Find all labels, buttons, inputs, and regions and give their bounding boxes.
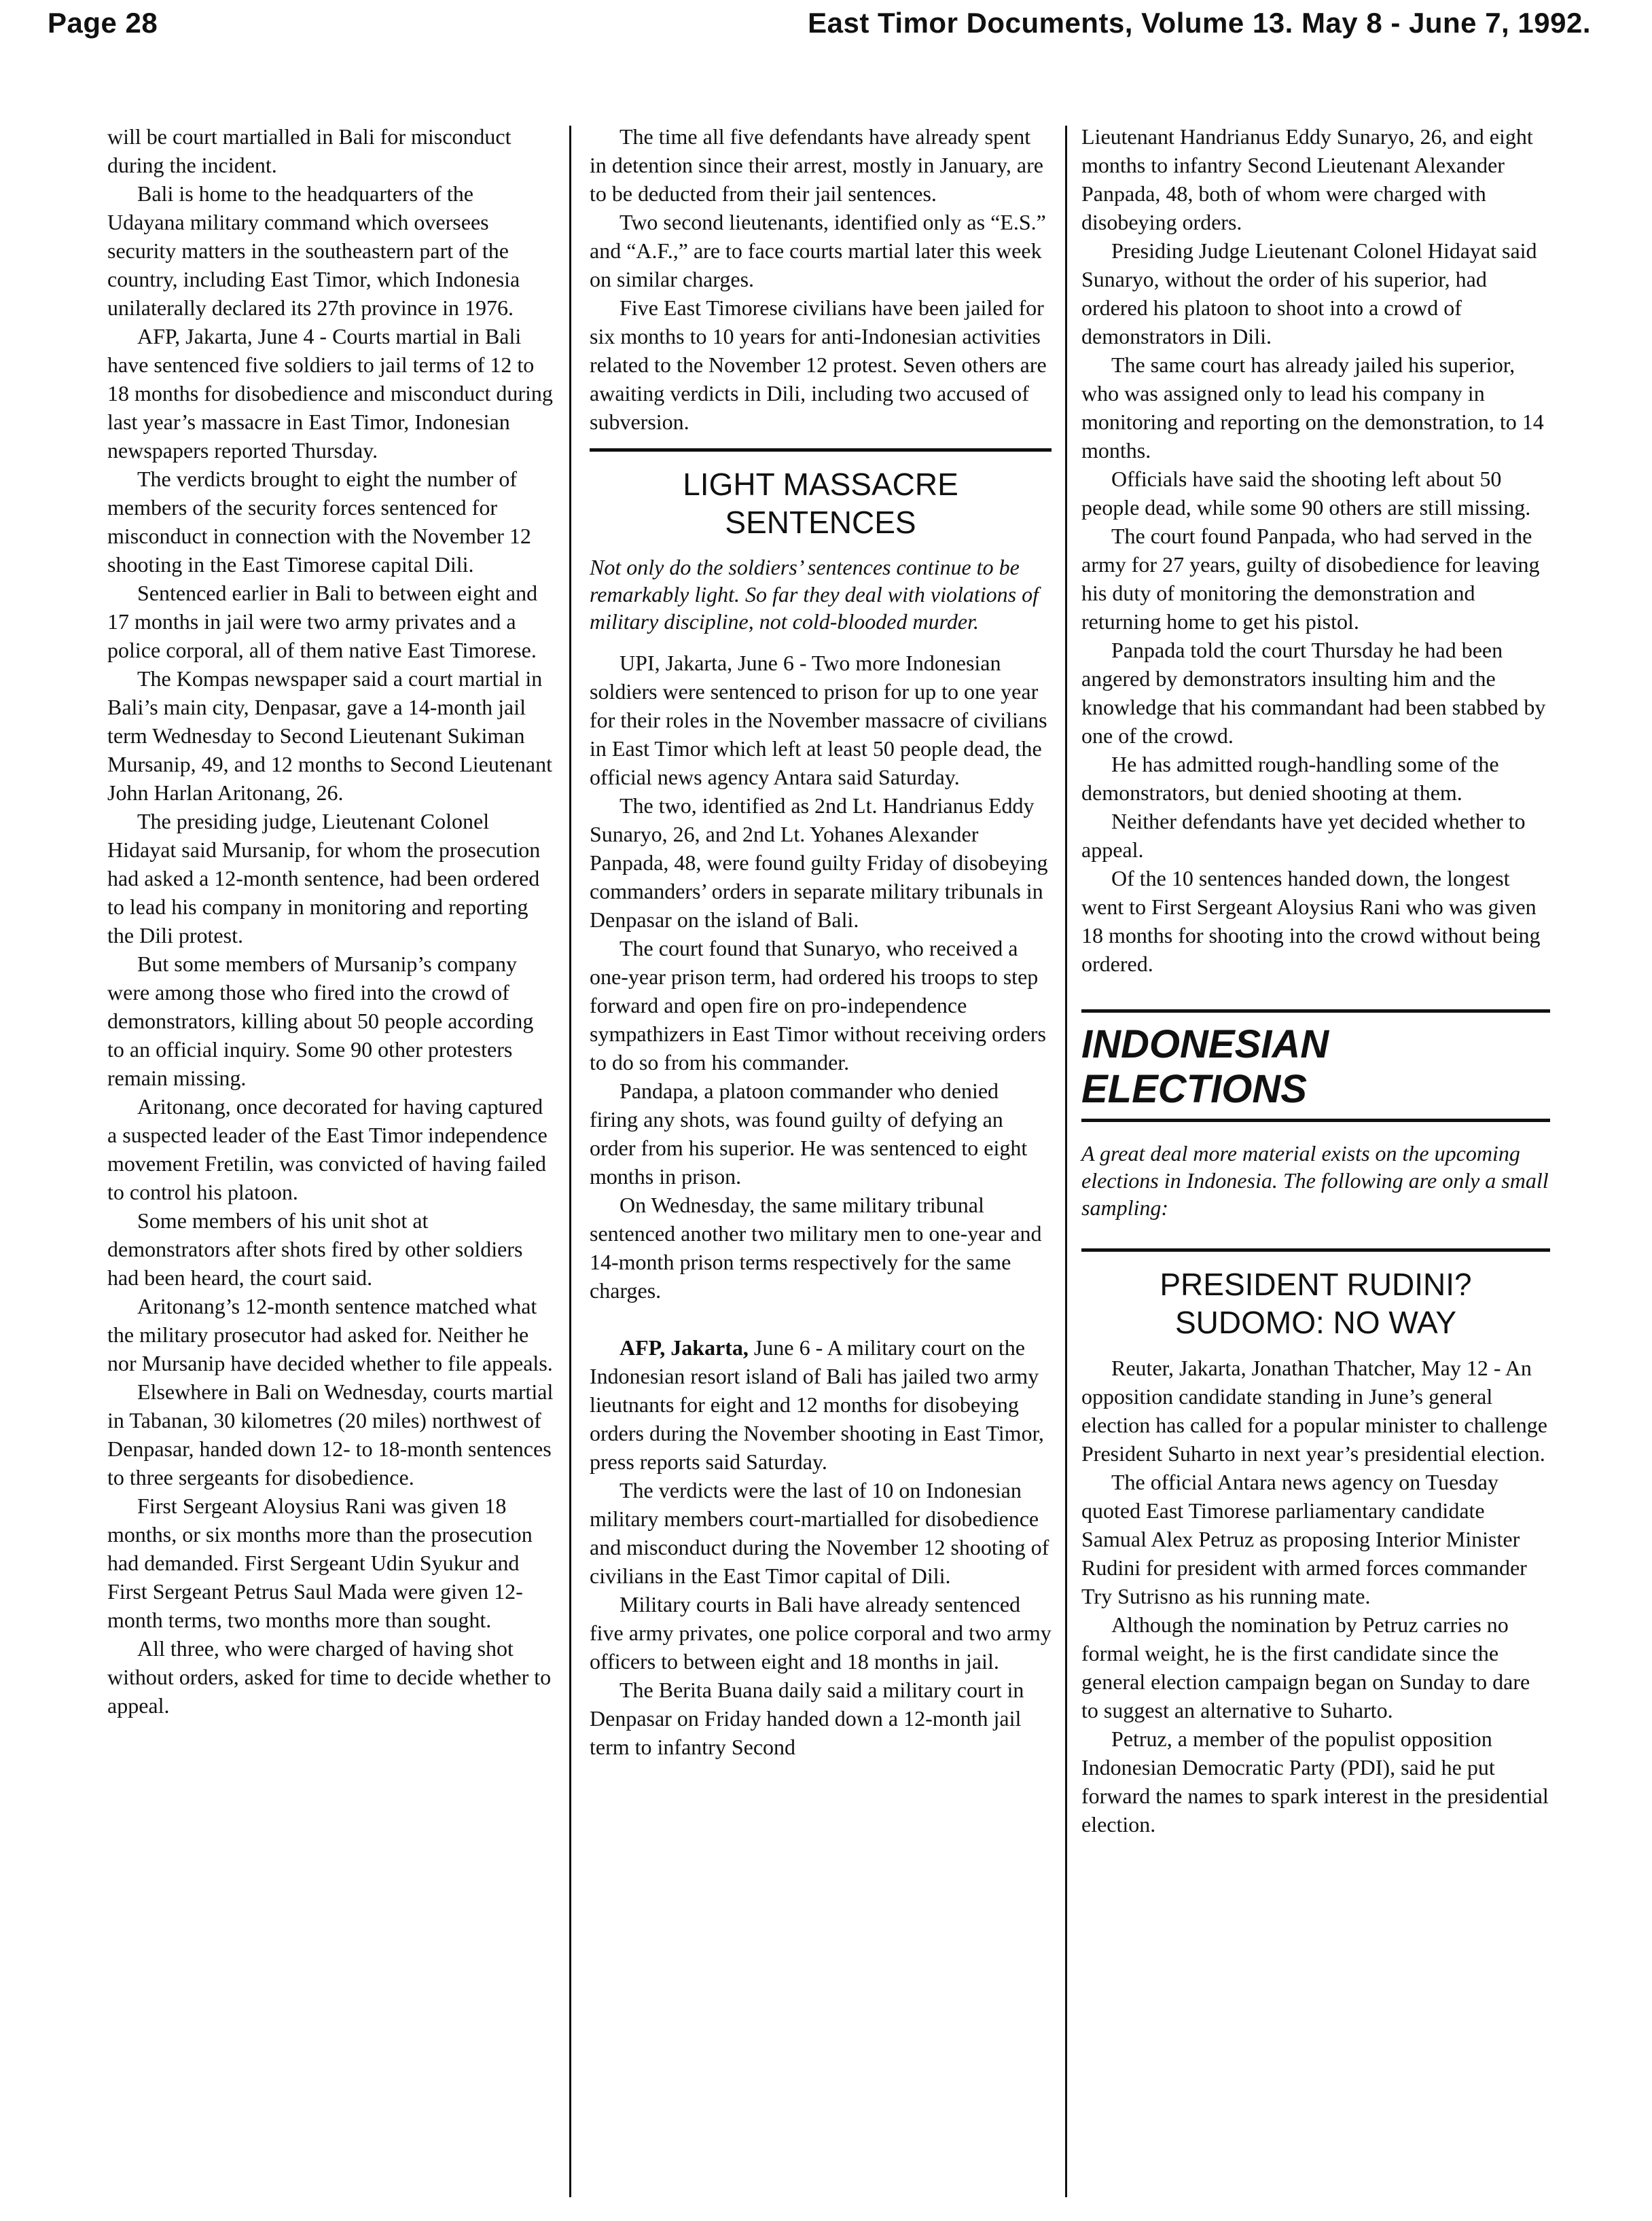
paragraph: The court found that Sunaryo, who received a one-year prison term, had ordered his troops to step forward and open fire on pro-independence sympathizers in East Timor without receiving orders to do so from his commander.	[590, 936, 1046, 1075]
paragraph: Petruz, a member of the populist opposition Indonesian Democratic Party (PDI), said he put forward the names to spark interest in the presidential election.	[1081, 1727, 1549, 1837]
paragraph: Neither defendants have yet decided whether to appeal.	[1081, 809, 1526, 862]
paragraph: Reuter, Jakarta, Jonathan Thatcher, May 12 - An opposition candidate standing in June’s general election has called for a popular minister to challenge President Suharto in next year’s presidential election.	[1081, 1356, 1547, 1466]
headline-indonesian-elections: INDONESIAN ELECTIONS	[1081, 1022, 1329, 1111]
dateline: AFP, Jakarta,	[620, 1335, 749, 1360]
column-1	[107, 122, 556, 1720]
section-rule	[590, 448, 1052, 452]
paragraph: Officials have said the shooting left about 50 people dead, while some 90 others are still missing.	[1081, 467, 1531, 520]
paragraph: will be court martialled in Bali for misconduct during the incident.	[107, 124, 511, 177]
section-intro: A great deal more material exists on the upcoming elections in Indonesia. The following are only a small sampling:	[1081, 1141, 1549, 1220]
column-rule-left	[569, 126, 571, 2197]
paragraph: Military courts in Bali have already sentenced five army privates, one police corporal and two army officers to between eight and 18 months in jail.	[590, 1592, 1052, 1674]
paragraph: Two second lieutenants, identified only as “E.S.” and “A.F.,” are to face courts martial later this week on similar charges.	[590, 210, 1046, 291]
column-3	[1081, 122, 1550, 1839]
paragraph: But some members of Mursanip’s company were among those who fired into the crowd of demonstrators, killing about 50 people according to an official inquiry. Some 90 other protesters remain missing.	[107, 952, 534, 1090]
section-rule	[1081, 1248, 1550, 1252]
paragraph: He has admitted rough-handling some of the demonstrators, but denied shooting at them.	[1081, 752, 1499, 805]
paragraph: The verdicts brought to eight the number of members of the security forces sentenced for misconduct in connection with the November 12 shooting in the East Timorese capital Dili.	[107, 467, 531, 577]
paragraph: Of the 10 sentences handed down, the longest went to First Sergeant Aloysius Rani who was given 18 months for shooting into the crowd without being ordered.	[1081, 866, 1541, 976]
column-2	[590, 122, 1052, 1761]
column-rule-right	[1065, 126, 1067, 2197]
paragraph: The Kompas newspaper said a court martial in Bali’s main city, Denpasar, gave a 14-month jail term Wednesday to Second Lieutenant Sukiman Mursanip, 49, and 12 months to Second Lieutenant John Harlan Aritonang, 26.	[107, 666, 553, 805]
section-rule	[1081, 1009, 1550, 1013]
paragraph: Five East Timorese civilians have been jailed for six months to 10 years for anti-Indonesian activities related to the November 12 protest. Seven others are awaiting verdicts in Dili, including two accused of subversion.	[590, 295, 1047, 434]
paragraph: All three, who were charged of having shot without orders, asked for time to decide whether to appeal.	[107, 1636, 552, 1718]
paragraph: The official Antara news agency on Tuesday quoted East Timorese parliamentary candidate Samual Alex Petruz as proposing Interior Minister Rudini for president with armed forces commander Try Sutrisno as his running mate.	[1081, 1470, 1527, 1608]
paragraph: Pandapa, a platoon commander who denied firing any shots, was found guilty of defying an order from his superior. He was sentenced to eight months in prison.	[590, 1079, 1028, 1189]
paragraph: Elsewhere in Bali on Wednesday, courts martial in Tabanan, 30 kilometres (20 miles) northwest of Denpasar, handed down 12- to 18-month sentences to three sergeants for disobedience.	[107, 1379, 554, 1489]
section-rule	[1081, 1119, 1550, 1122]
paragraph: The presiding judge, Lieutenant Colonel Hidayat said Mursanip, for whom the prosecution had asked a 12-month sentence, had been ordered to lead his company in monitoring and reporting the Dili protest.	[107, 809, 541, 947]
paragraph-text: June 6 - A military court on the Indonesian resort island of Bali has jailed two army lieutnants for eight and 12 months for disobeying orders during the November shooting in East Timor, press reports said Saturday.	[590, 1335, 1044, 1474]
paragraph: The verdicts were the last of 10 on Indonesian military members court-martialled for disobedience and misconduct during the November 12 shooting of civilians in the East Timor capital of Dili.	[590, 1478, 1049, 1588]
paragraph: Presiding Judge Lieutenant Colonel Hidayat said Sunaryo, without the order of his superior, had ordered his platoon to shoot into a crowd of demonstrators in Dili.	[1081, 238, 1537, 348]
paragraph: The Berita Buana daily said a military court in Denpasar on Friday handed down a 12-month jail term to infantry Second	[590, 1678, 1024, 1759]
paragraph: UPI, Jakarta, June 6 - Two more Indonesian soldiers were sentenced to prison for up to one year for their roles in the November massacre of civilians in East Timor which left at least 50 people dead, the official news agency Antara said Saturday.	[590, 651, 1047, 789]
paragraph: Some members of his unit shot at demonstrators after shots fired by other soldiers had been heard, the court said.	[107, 1208, 523, 1290]
paragraph: The court found Panpada, who had served in the army for 27 years, guilty of disobedience for leaving his duty of monitoring the demonstration and returning home to get his pistol.	[1081, 524, 1540, 634]
paragraph: Aritonang, once decorated for having captured a suspected leader of the East Timor independence movement Fretilin, was convicted of having failed to control his platoon.	[107, 1094, 547, 1204]
paragraph-afp	[590, 1333, 1052, 1476]
section-intro: Not only do the soldiers’ sentences continue to be remarkably light. So far they deal with violations of military discipline, not cold-blooded murder.	[590, 555, 1039, 634]
paragraph: Although the nomination by Petruz carries no formal weight, he is the first candidate since the general election campaign began on Sunday to dare to suggest an alternative to Suharto.	[1081, 1612, 1530, 1722]
paragraph: Lieutenant Handrianus Eddy Sunaryo, 26, and eight months to infantry Second Lieutenant Alexander Panpada, 48, both of whom were charged with disobeying orders.	[1081, 124, 1533, 234]
paragraph: The time all five defendants have already spent in detention since their arrest, mostly in January, are to be deducted from their jail sentences.	[590, 124, 1043, 206]
paragraph: The same court has already jailed his superior, who was assigned only to lead his company in monitoring and reporting on the demonstration, to 14 months.	[1081, 353, 1544, 463]
paragraph: Sentenced earlier in Bali to between eight and 17 months in jail were two army privates and a police corporal, all of them native East Timorese.	[107, 581, 538, 662]
headline-light-massacre: LIGHT MASSACRE SENTENCES	[683, 467, 958, 540]
paragraph: On Wednesday, the same military tribunal sentenced another two military men to one-year and 14-month prison terms respectively for the same charges.	[590, 1193, 1042, 1303]
paragraph: First Sergeant Aloysius Rani was given 18 months, or six months more than the prosecution had demanded. First Sergeant Udin Syukur and First Sergeant Petrus Saul Mada were given 12-month terms, two months more than sought.	[107, 1494, 533, 1632]
headline-president-rudini: PRESIDENT RUDINI? SUDOMO: NO WAY	[1160, 1267, 1472, 1340]
paragraph: Panpada told the court Thursday he had been angered by demonstrators insulting him and the knowledge that his commandant had been stabbed by one of the crowd.	[1081, 638, 1546, 748]
page-number: Page 28	[48, 7, 158, 39]
paragraph: The two, identified as 2nd Lt. Handrianus Eddy Sunaryo, 26, and 2nd Lt. Yohanes Alexander Panpada, 48, were found guilty Friday of disobeying commanders’ orders in separate military tribunals in Denpasar on the island of Bali.	[590, 793, 1048, 932]
publication-title: East Timor Documents, Volume 13. May 8 - June 7, 1992.	[808, 7, 1591, 39]
paragraph: AFP, Jakarta, June 4 - Courts martial in Bali have sentenced five soldiers to jail terms of 12 to 18 months for disobedience and misconduct during last year’s massacre in East Timor, Indonesian newspapers reported Thursday.	[107, 324, 553, 463]
paragraph: Aritonang’s 12-month sentence matched what the military prosecutor had asked for. Neither he nor Mursanip have decided whether to file appeals.	[107, 1294, 553, 1375]
paragraph: Bali is home to the headquarters of the Udayana military command which oversees security matters in the southeastern part of the country, including East Timor, which Indonesia unilaterally declared its 27th province in 1976.	[107, 181, 520, 320]
